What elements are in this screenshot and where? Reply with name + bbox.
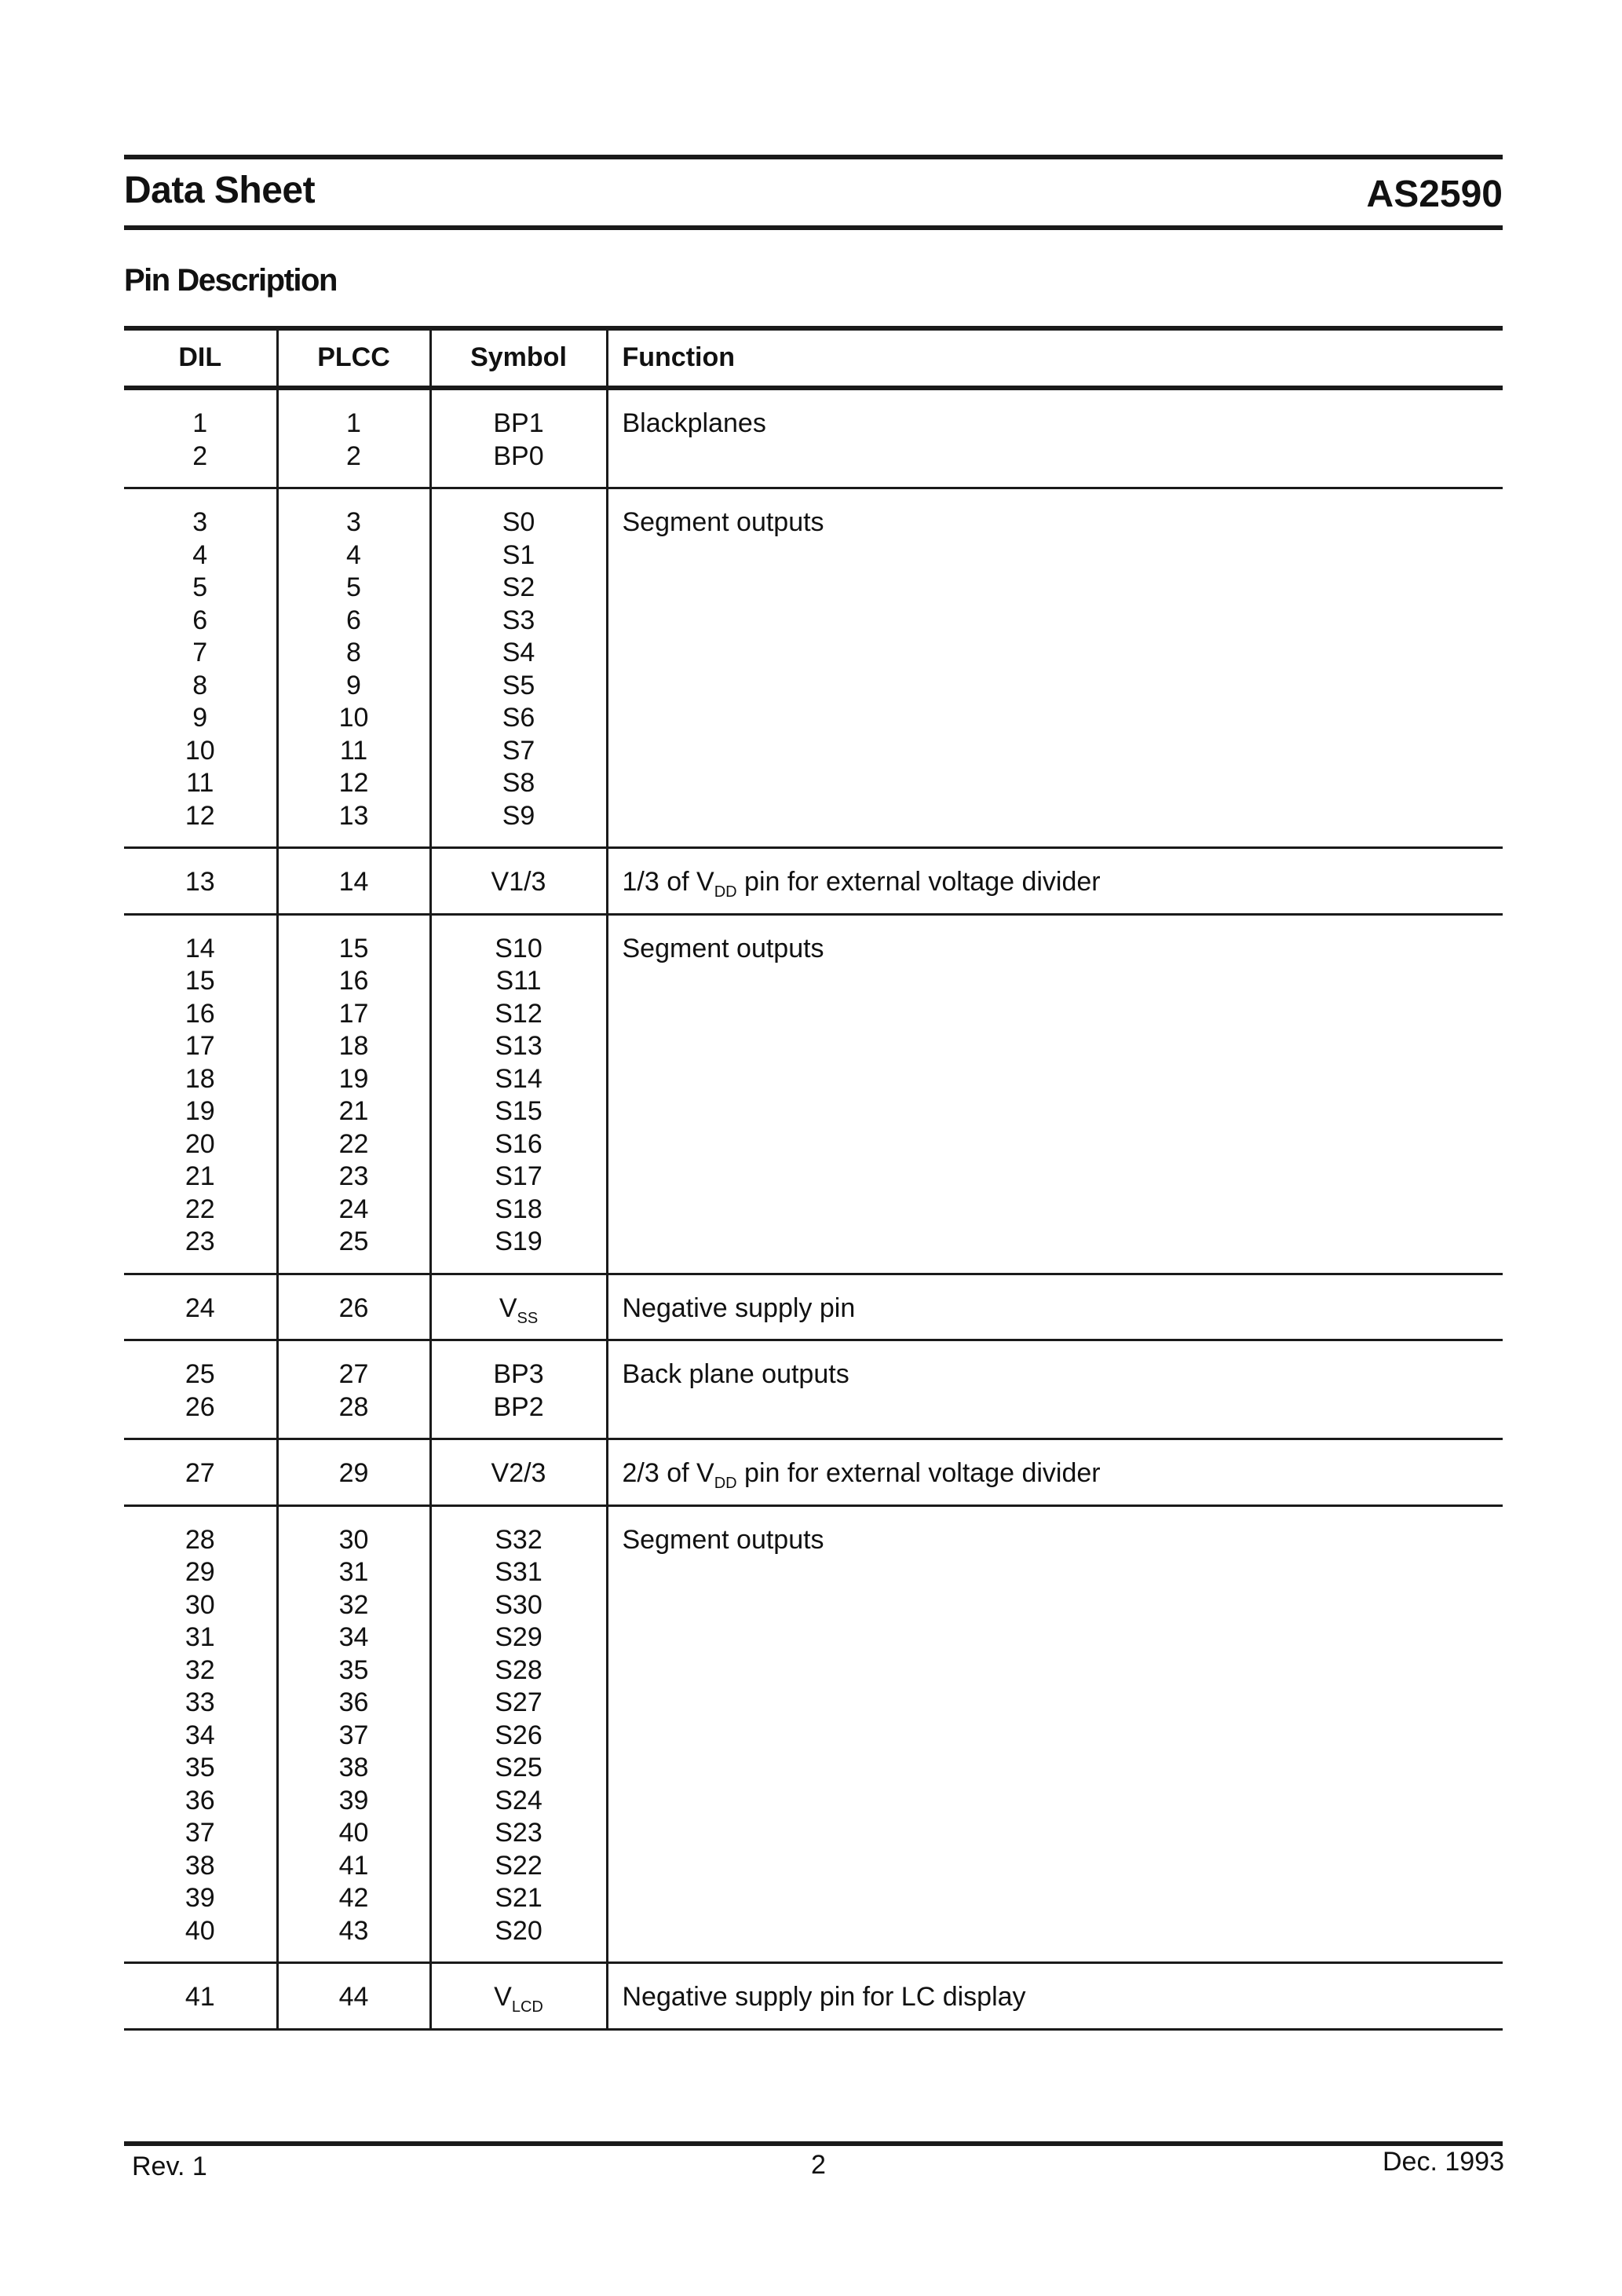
plcc-pin-value: 1: [346, 408, 361, 438]
plcc-pin-value: 40: [338, 1818, 369, 1848]
table-row: [124, 488, 1503, 848]
pin-function-text: 1/3 of V: [622, 867, 714, 897]
dil-pin-value: 17: [184, 1031, 215, 1061]
dil-pin-value: 6: [192, 605, 208, 635]
table-row: [124, 1505, 1503, 1963]
plcc-pin-value: 37: [338, 1720, 369, 1750]
pin-symbol-value: S32: [495, 1524, 542, 1555]
pin-symbol-value: S28: [495, 1654, 542, 1685]
publication-date: Dec. 1993: [1383, 2147, 1504, 2177]
dil-pin-value: 20: [184, 1128, 215, 1159]
dil-pin-value: 1: [192, 408, 208, 438]
pin-symbol-value: S12: [495, 998, 542, 1029]
dil-pin-value: 37: [184, 1818, 215, 1848]
plcc-pin-value: 10: [338, 703, 369, 733]
plcc-pin-value: 29: [338, 1458, 369, 1488]
table-row: [124, 388, 1503, 488]
dil-pin-value: 5: [192, 572, 208, 602]
dil-pin-value: 19: [184, 1096, 215, 1126]
pin-function-text: Segment outputs: [622, 933, 824, 963]
dil-pin-value: 34: [184, 1720, 215, 1750]
plcc-pin-value: 13: [338, 800, 369, 831]
pin-symbol-value: S22: [495, 1850, 542, 1881]
pin-function-text: Negative supply pin for LC display: [622, 1982, 1026, 2012]
dil-pin-value: 14: [184, 933, 215, 963]
pin-symbol-value: S5: [502, 670, 535, 700]
pin-function-text-end: pin for external voltage divider: [736, 867, 1101, 897]
plcc-pin-value: 25: [338, 1227, 369, 1256]
table-row: [124, 1340, 1503, 1439]
pin-symbol-value: S2: [502, 572, 535, 602]
plcc-pin-value: 9: [346, 670, 361, 700]
pin-symbol-value: S15: [495, 1096, 542, 1126]
dil-pin-cell: [124, 488, 277, 848]
dil-pin-value: 35: [184, 1753, 215, 1782]
pin-function-cell: [607, 388, 1503, 488]
pin-symbol-cell: [430, 914, 607, 1274]
dil-pin-value: 36: [184, 1785, 215, 1815]
plcc-pin-value: 39: [338, 1785, 369, 1815]
dil-pin-cell: [124, 1963, 277, 2030]
dil-pin-value: 10: [184, 735, 215, 766]
pin-symbol-cell: [430, 1963, 607, 2030]
pin-symbol-cell: [430, 388, 607, 488]
pin-symbol-value: V1/3: [491, 867, 546, 897]
pin-function-text: Segment outputs: [622, 1524, 824, 1555]
dil-pin-cell: [124, 848, 277, 915]
plcc-pin-cell: [277, 488, 430, 848]
pin-function-cell: [607, 1340, 1503, 1439]
pin-function-cell: [607, 1963, 1503, 2030]
plcc-pin-value: 28: [338, 1391, 369, 1422]
pin-symbol-subscript: LCD: [511, 1998, 543, 2016]
header-top-rule: [124, 155, 1503, 159]
pin-symbol-value: S10: [495, 933, 542, 963]
table-row: [124, 1439, 1503, 1506]
document-title: Data Sheet: [124, 170, 316, 211]
dil-pin-value: 7: [192, 638, 208, 667]
plcc-pin-value: 19: [338, 1063, 369, 1094]
pin-symbol-cell: [430, 848, 607, 915]
plcc-pin-value: 4: [346, 539, 361, 570]
pin-function-cell: [607, 1505, 1503, 1963]
pin-function-text: Segment outputs: [622, 507, 824, 537]
pin-symbol-value: V: [499, 1292, 517, 1323]
dil-pin-value: 26: [184, 1391, 215, 1422]
dil-pin-value: 2: [192, 441, 208, 471]
pin-symbol-subscript: SS: [517, 1309, 539, 1327]
plcc-pin-value: 36: [338, 1687, 369, 1717]
plcc-pin-cell: [277, 1340, 430, 1439]
pin-function-cell: [607, 848, 1503, 915]
dil-pin-value: 15: [184, 966, 215, 996]
pin-symbol-value: S7: [502, 735, 535, 766]
plcc-pin-value: 11: [339, 735, 368, 766]
page-number: 2: [811, 2150, 826, 2180]
plcc-pin-value: 27: [338, 1359, 369, 1389]
pin-symbol-value: V2/3: [491, 1458, 546, 1488]
dil-pin-value: 28: [184, 1524, 215, 1555]
dil-pin-value: 23: [184, 1227, 215, 1256]
pin-symbol-value: S21: [495, 1883, 542, 1913]
plcc-pin-value: 32: [338, 1589, 369, 1620]
plcc-pin-value: 6: [346, 605, 361, 635]
pin-symbol-value: BP3: [493, 1359, 544, 1389]
section-title: Pin Description: [124, 263, 337, 298]
plcc-pin-value: 44: [338, 1982, 369, 2012]
pin-symbol-value: S1: [502, 539, 535, 570]
pin-symbol-value: S3: [502, 605, 535, 635]
pin-symbol-value: S25: [495, 1753, 542, 1782]
plcc-pin-value: 31: [338, 1557, 369, 1587]
dil-pin-cell: [124, 1274, 277, 1340]
pin-symbol-value: S9: [502, 800, 535, 831]
column-header-function: Function: [607, 328, 1503, 388]
pin-symbol-value: S16: [495, 1128, 542, 1159]
dil-pin-value: 24: [184, 1292, 215, 1323]
plcc-pin-value: 41: [338, 1850, 369, 1881]
plcc-pin-value: 8: [346, 638, 361, 667]
pin-function-cell: [607, 914, 1503, 1274]
pin-symbol-value: S14: [495, 1063, 542, 1094]
pin-function-text: Blackplanes: [622, 408, 766, 438]
pin-symbol-value: S23: [495, 1818, 542, 1848]
pin-function-text: 2/3 of V: [622, 1458, 714, 1488]
plcc-pin-value: 5: [346, 572, 361, 602]
pin-symbol-value: BP0: [493, 441, 544, 471]
pin-function-cell: [607, 1274, 1503, 1340]
plcc-pin-cell: [277, 388, 430, 488]
dil-pin-value: 33: [184, 1687, 215, 1717]
dil-pin-value: 41: [184, 1982, 215, 2012]
pin-symbol-value: S30: [495, 1589, 542, 1620]
dil-pin-value: 38: [184, 1850, 215, 1881]
dil-pin-value: 8: [192, 670, 208, 700]
plcc-pin-value: 23: [338, 1161, 369, 1191]
pin-function-cell: [607, 1439, 1503, 1506]
plcc-pin-cell: [277, 914, 430, 1274]
pin-symbol-value: S8: [502, 768, 535, 798]
dil-pin-value: 3: [192, 507, 208, 537]
pin-symbol-cell: [430, 488, 607, 848]
plcc-pin-cell: [277, 1505, 430, 1963]
column-header-plcc: PLCC: [277, 328, 430, 388]
part-number: AS2590: [1366, 174, 1503, 215]
plcc-pin-value: 24: [338, 1194, 369, 1224]
plcc-pin-value: 21: [338, 1096, 369, 1126]
dil-pin-cell: [124, 1505, 277, 1963]
plcc-pin-value: 34: [338, 1622, 369, 1652]
dil-pin-cell: [124, 1340, 277, 1439]
pin-symbol-value: S31: [495, 1557, 542, 1587]
pin-symbol-cell: [430, 1340, 607, 1439]
pin-function-subscript: DD: [714, 883, 737, 901]
dil-pin-value: 4: [192, 539, 208, 570]
pin-symbol-value: S4: [502, 638, 535, 667]
dil-pin-value: 18: [184, 1063, 215, 1094]
pin-symbol-value: BP1: [493, 408, 544, 438]
dil-pin-value: 31: [184, 1622, 215, 1652]
dil-pin-value: 30: [184, 1589, 215, 1620]
pin-symbol-cell: [430, 1274, 607, 1340]
dil-pin-value: 16: [184, 998, 215, 1029]
pin-symbol-value: S11: [495, 966, 542, 996]
pin-symbol-value: S20: [495, 1915, 542, 1946]
pin-symbol-value: S19: [495, 1227, 542, 1256]
plcc-pin-value: 38: [338, 1753, 369, 1782]
table-header-row: [124, 328, 1503, 388]
plcc-pin-value: 18: [338, 1031, 369, 1061]
pin-symbol-value: S29: [495, 1622, 542, 1652]
pin-symbol-value: BP2: [493, 1391, 544, 1422]
dil-pin-cell: [124, 914, 277, 1274]
pin-symbol-value: V: [494, 1982, 512, 2012]
pin-function-text: Negative supply pin: [622, 1292, 856, 1323]
plcc-pin-value: 15: [338, 933, 369, 963]
dil-pin-value: 40: [184, 1915, 215, 1946]
pin-description-table: [124, 326, 1503, 2031]
revision-label: Rev. 1: [132, 2152, 207, 2181]
dil-pin-value: 25: [184, 1359, 215, 1389]
pin-function-text-end: pin for external voltage divider: [736, 1458, 1101, 1488]
dil-pin-value: 12: [184, 800, 215, 831]
column-header-dil: DIL: [124, 328, 277, 388]
pin-function-subscript: DD: [714, 1475, 737, 1492]
dil-pin-value: 27: [184, 1458, 215, 1488]
table-row: [124, 848, 1503, 915]
plcc-pin-value: 12: [338, 768, 369, 798]
plcc-pin-value: 35: [338, 1654, 369, 1685]
plcc-pin-value: 30: [338, 1524, 369, 1555]
plcc-pin-cell: [277, 1439, 430, 1506]
dil-pin-value: 13: [184, 867, 215, 897]
dil-pin-value: 32: [184, 1654, 215, 1685]
pin-symbol-value: S13: [495, 1031, 542, 1061]
pin-symbol-value: S17: [495, 1161, 542, 1191]
dil-pin-value: 39: [184, 1883, 215, 1913]
plcc-pin-value: 22: [338, 1128, 369, 1159]
pin-symbol-value: S0: [502, 507, 535, 537]
plcc-pin-cell: [277, 1963, 430, 2030]
plcc-pin-value: 3: [346, 507, 361, 537]
plcc-pin-value: 2: [346, 441, 361, 471]
pin-function-cell: [607, 488, 1503, 848]
pin-symbol-value: S6: [502, 703, 535, 733]
pin-rows: [124, 388, 1503, 2029]
dil-pin-value: 9: [192, 703, 208, 733]
footer-rule: [124, 2141, 1503, 2146]
plcc-pin-value: 43: [338, 1915, 369, 1946]
dil-pin-cell: [124, 1439, 277, 1506]
plcc-pin-value: 16: [338, 966, 369, 996]
dil-pin-value: 29: [184, 1557, 215, 1587]
plcc-pin-value: 17: [338, 998, 369, 1029]
pin-function-text: Back plane outputs: [622, 1359, 849, 1389]
pin-symbol-value: S24: [495, 1785, 542, 1815]
pin-symbol-value: S26: [495, 1720, 542, 1750]
pin-symbol-cell: [430, 1439, 607, 1506]
pin-symbol-value: S18: [495, 1194, 542, 1224]
dil-pin-value: 21: [184, 1161, 215, 1191]
pin-symbol-value: S27: [495, 1687, 542, 1717]
table-row: [124, 1963, 1503, 2030]
dil-pin-cell: [124, 388, 277, 488]
pin-symbol-cell: [430, 1505, 607, 1963]
dil-pin-value: 11: [186, 768, 214, 798]
header-bottom-rule: [124, 225, 1503, 230]
column-header-symbol: Symbol: [430, 328, 607, 388]
plcc-pin-cell: [277, 848, 430, 915]
table-row: [124, 914, 1503, 1274]
plcc-pin-value: 14: [338, 867, 369, 897]
plcc-pin-value: 42: [338, 1883, 369, 1913]
dil-pin-value: 22: [184, 1194, 215, 1224]
table-row: [124, 1274, 1503, 1340]
plcc-pin-cell: [277, 1274, 430, 1340]
plcc-pin-value: 26: [338, 1292, 369, 1323]
